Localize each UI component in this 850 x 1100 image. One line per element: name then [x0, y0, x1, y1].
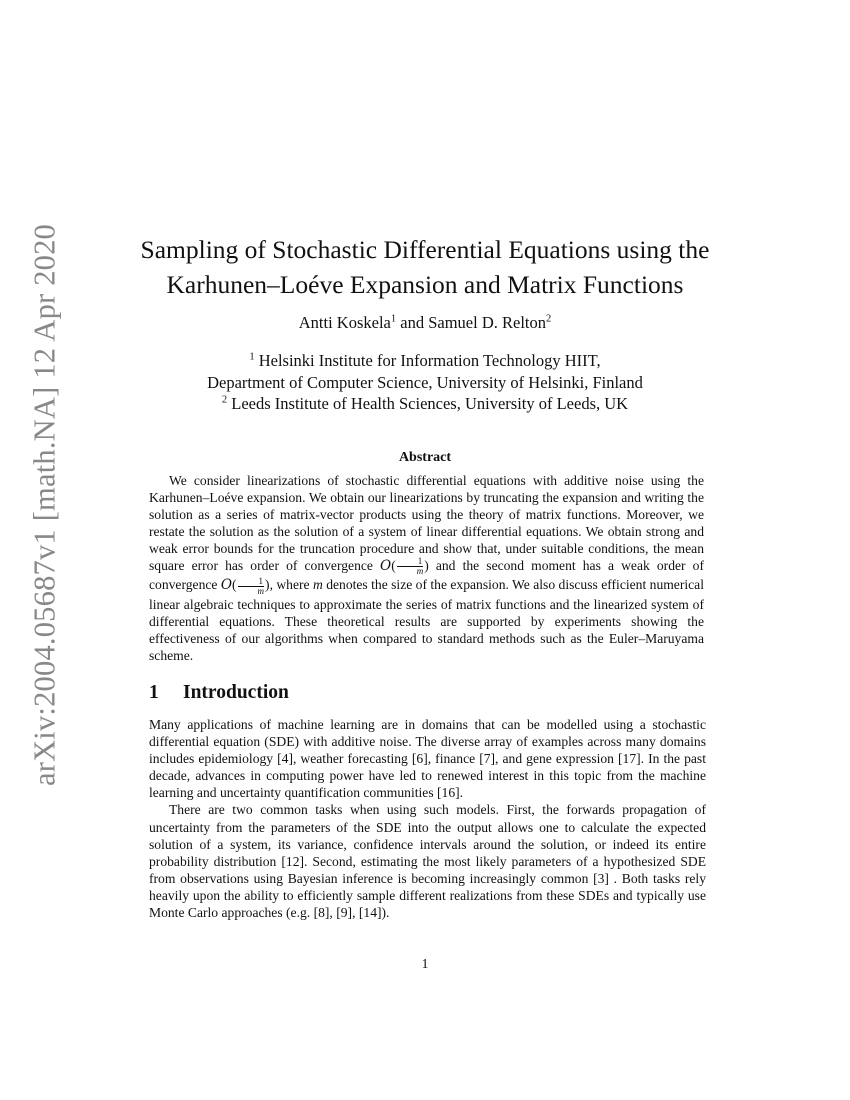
fraction: [397, 557, 424, 576]
affiliation-mark: 2: [221, 394, 228, 406]
fraction-denominator: m: [416, 566, 424, 577]
affiliation-mark: 2: [545, 313, 552, 325]
fraction: [238, 577, 265, 596]
body-paragraph: There are two common tasks when using such models. First, the forwards propagation of uncertainty from the parameters of the SDE into the output allows one to calculate the expected solution of a system, its variance, confidence intervals around the solution, or indeed its entire probability distribution [12]. Second, estimating the most likely parameters of a hypothesized SDE from observations using Bayesian inference is becoming increasingly common [3] . Both tasks rely heavily upon the ability to efficiently sample different realizations from these SDEs and typically use Monte Carlo approaches (e.g. [8], [9], [14]).: [149, 802, 706, 921]
big-o-symbol: O: [380, 558, 392, 574]
section-title: Introduction: [183, 682, 289, 703]
section-heading: [149, 680, 289, 706]
big-o-symbol: O: [220, 577, 232, 594]
fraction-numerator: 1: [238, 577, 265, 587]
author-list: [0, 312, 850, 334]
affiliation-text: Leeds Institute of Health Sciences, University of Leeds, UK: [227, 394, 629, 413]
affiliation-mark: 1: [390, 313, 397, 325]
page-number: 1: [421, 957, 429, 972]
section-number: 1: [149, 682, 159, 703]
abstract-body: We consider linearizations of stochastic differential equations with additive noise using the Karhunen–Loéve expansion. We obtain our linearizations by truncating the expansion and writing the solution as a series of matrix-vector products using the theory of matrix functions. Moreover, we restate the solution as the solution of a system of linear differential equations. We obtain strong and weak error bounds for the truncation procedure and show that, under suitable conditions, the mean square error has order of convergence O( $\frac{1}{m}$ ) and the second moment has a weak order of convergence O( $\frac{1}{m}$ ), where m denotes the size of the expansion. We also discuss efficient numerical linear algebraic techniques to approximate the series of matrix functions and the linearized system of differential equations. These theoretical results are supported by experiments showing the effectiveness of our algorithms when compared to standard methods such as the Euler–Maruyama scheme.: [149, 473, 704, 663]
author-name: Samuel D. Relton: [428, 313, 546, 332]
abstract-heading: Abstract: [398, 450, 452, 465]
fraction-denominator: m: [257, 585, 265, 596]
abstract-text: We consider linearizations of stochastic differential equations with additive noise using the Karhunen–Loéve expansion. We obtain our linearizations by truncating the expansion and writing the solution as a series of matrix-vector products using the theory of matrix functions. Moreover, we restate the solution as the solution of a system of linear differential equations. We obtain strong and weak error bounds for the truncation procedure and show that, under suitable conditions, the mean square error has order of convergence: [149, 473, 704, 573]
section-body: [149, 716, 706, 921]
affiliations: [0, 350, 850, 415]
affiliation-2: [0, 393, 850, 415]
abstract-text: denotes the size of the expansion. We also discuss efficient numerical linear algebraic techniques to approximate the series of matrix functions and the linearized system of differential equations. These theoretical results are supported by experiments showing the effectiveness of our algorithms when compared to standard methods such as the Euler–Maruyama scheme.: [149, 577, 704, 663]
body-paragraph: Many applications of machine learning are in domains that can be modelled using a stochastic differential equation (SDE) with additive noise. The diverse array of examples across many domains includes epidemiology [4], weather forecasting [6], finance [7], and gene expression [17]. In the past decade, advances in computing power have led to renewed interest in this topic from the machine learning and uncertainty quantification communities [16].: [149, 717, 706, 801]
affiliation-text: Helsinki Institute for Information Technology HIIT,: [254, 351, 601, 370]
author-conjunction: and: [396, 313, 429, 332]
title-line-2: Karhunen–Loéve Expansion and Matrix Functions: [166, 270, 684, 299]
abstract-text: and the second moment has a weak order of convergence: [149, 558, 704, 593]
fraction-numerator: 1: [397, 557, 424, 567]
arxiv-identifier-stamp: arXiv:2004.05687v1 [math.NA] 12 Apr 2020: [27, 223, 62, 787]
math-variable: m: [312, 577, 323, 593]
abstract-text: , where: [269, 577, 313, 593]
title-line-1: Sampling of Stochastic Differential Equations using the: [140, 235, 710, 264]
affiliation-1: [0, 350, 850, 372]
author-name: Antti Koskela: [298, 313, 391, 332]
affiliation-mark: 1: [249, 351, 255, 363]
paper-title: [0, 232, 850, 302]
affiliation-1-department: Department of Computer Science, University of Helsinki, Finland: [207, 372, 643, 392]
